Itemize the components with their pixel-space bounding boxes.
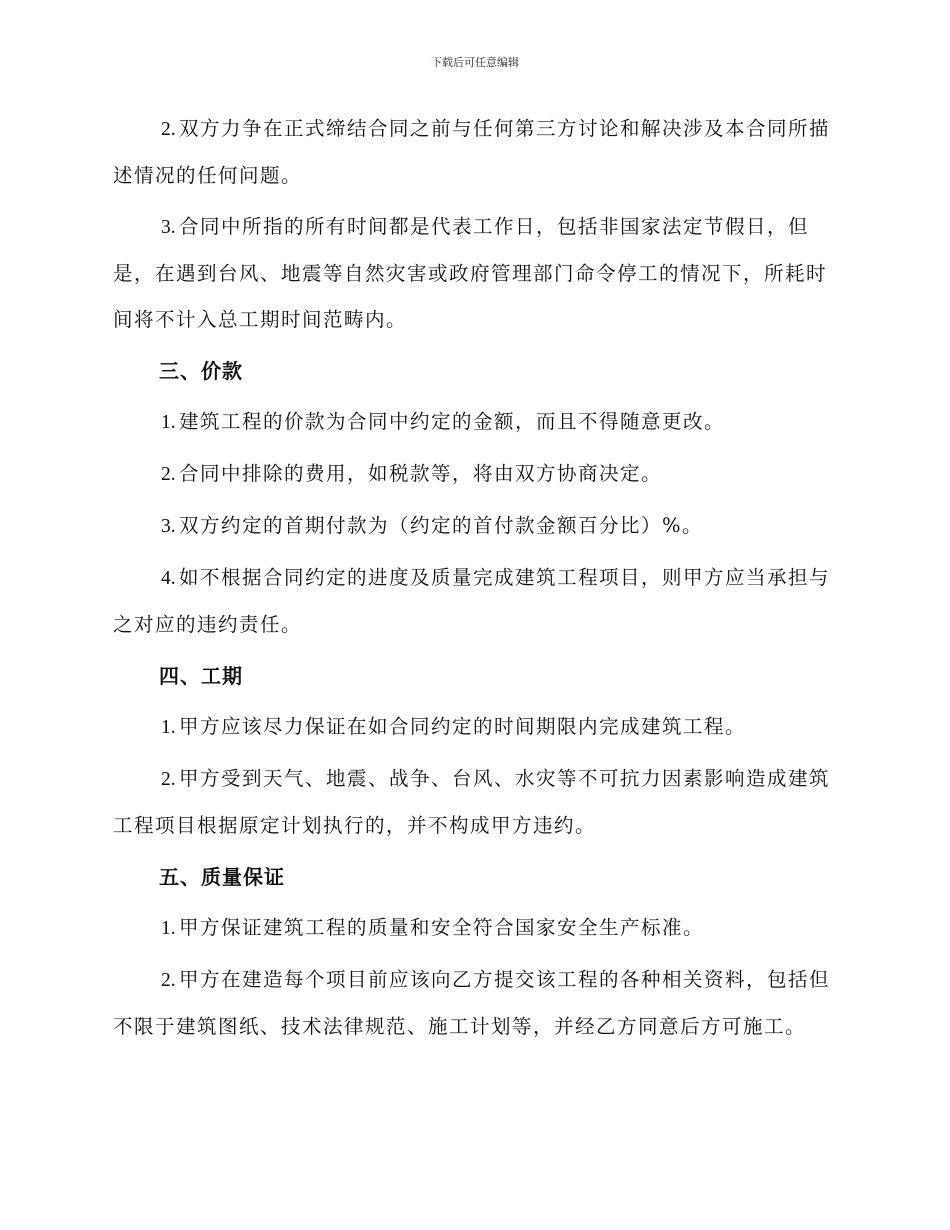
clause-text: 合同中排除的费用，如税款等，将由双方协商决定。 — [179, 462, 663, 485]
clause-item — [113, 756, 838, 849]
clause-number: 3. — [161, 516, 176, 537]
clause-text: 双方力争在正式缔结合同之前与任何第三方讨论和解决涉及本合同所描述情况的任何问题。 — [113, 117, 831, 187]
clause-number: 1. — [161, 918, 176, 939]
clause-number: 2. — [161, 119, 176, 140]
clause-number: 4. — [161, 568, 176, 589]
clause-number: 3. — [161, 217, 176, 238]
section-heading: 五、质量保证 — [159, 865, 285, 889]
clause-text: 甲方受到天气、地震、战争、台风、水灾等不可抗力因素影响造成建筑工程项目根据原定计划执行的，并不构成甲方违约。 — [113, 767, 831, 837]
clause-text: 甲方保证建筑工程的质量和安全符合国家安全生产标准。 — [179, 916, 705, 939]
clause-item — [113, 704, 838, 751]
clause-item — [113, 399, 838, 446]
section-heading: 三、价款 — [159, 359, 243, 383]
clause-item — [113, 957, 838, 1050]
clause-item — [113, 555, 838, 648]
clause-number: 2. — [161, 970, 176, 991]
clause-text: 甲方应该尽力保证在如合同约定的时间期限内完成建筑工程。 — [179, 715, 747, 738]
clause-number: 1. — [161, 412, 176, 433]
clause-number: 1. — [161, 717, 176, 738]
clause-item — [113, 106, 838, 199]
clause-text: 甲方在建造每个项目前应该向乙方提交该工程的各种相关资料，包括但不限于建筑图纸、技术法律规范、施工计划等，并经乙方同意后方可施工。 — [113, 968, 831, 1038]
clause-item — [113, 204, 838, 343]
clause-number: 2. — [161, 464, 176, 485]
clause-number: 2. — [161, 769, 176, 790]
clause-text: 建筑工程的价款为合同中约定的金额，而且不得随意更改。 — [179, 410, 726, 433]
document-body — [113, 106, 838, 1055]
page-header: 下载后可任意编辑 — [431, 56, 519, 69]
clause-item — [113, 503, 838, 550]
clause-text: 如不根据合同约定的进度及质量完成建筑工程项目，则甲方应当承担与之对应的违约责任。 — [113, 566, 831, 636]
clause-item — [113, 905, 838, 952]
clause-item — [113, 451, 838, 498]
clause-text: 双方约定的首期付款为（约定的首付款金额百分比）%。 — [179, 514, 704, 537]
section-heading: 四、工期 — [159, 664, 243, 688]
clause-text: 合同中所指的所有时间都是代表工作日，包括非国家法定节假日，但是，在遇到台风、地震等自然灾害或政府管理部门命令停工的情况下，所耗时间将不计入总工期时间范畴内。 — [113, 215, 828, 331]
